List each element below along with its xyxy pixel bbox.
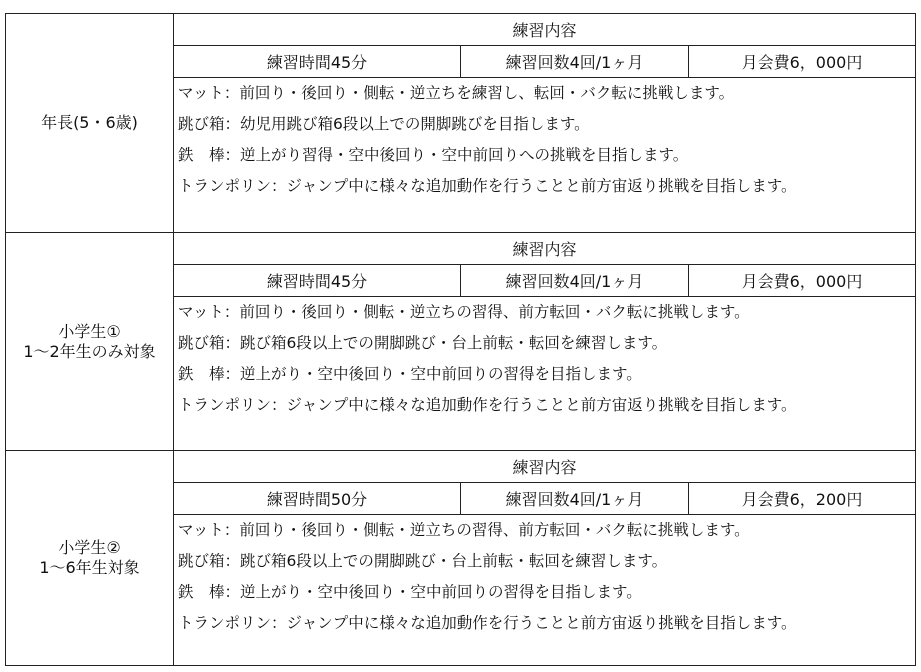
content-line-trampoline: トランポリン：ジャンプ中に様々な追加動作を行うことと前方宙返り挑戦を目指します。 <box>178 614 797 632</box>
course-details <box>174 14 915 232</box>
practice-frequency: 練習回数4回/1ヶ月 <box>461 483 689 514</box>
practice-duration: 練習時間45分 <box>174 46 461 77</box>
course-row-kindergarten <box>6 14 915 232</box>
practice-frequency: 練習回数4回/1ヶ月 <box>461 265 689 296</box>
content-line-trampoline: トランポリン：ジャンプ中に様々な追加動作を行うことと前方宙返り挑戦を目指します。 <box>178 396 797 414</box>
course-name: 小学生① <box>58 321 121 341</box>
course-label <box>6 233 174 450</box>
monthly-fee: 月会費6，000円 <box>741 272 863 291</box>
content-line-vault: 跳び箱：跳び箱6段以上での開脚跳び・台上前転・転回を練習します。 <box>178 334 668 352</box>
practice-content-list <box>174 78 915 202</box>
practice-content-header: 練習内容 <box>174 14 915 46</box>
content-line-bar: 鉄 棒：逆上がり習得・空中後回り・空中前回りへの挑戦を目指します。 <box>178 146 689 164</box>
content-line-bar: 鉄 棒：逆上がり・空中後回り・空中前回りの習得を目指します。 <box>178 365 642 383</box>
course-meta <box>174 483 915 515</box>
monthly-fee: 月会費6，200円 <box>741 490 863 509</box>
monthly-fee: 月会費6，000円 <box>741 53 863 72</box>
practice-content-list <box>174 515 915 639</box>
schedule-table <box>5 13 916 666</box>
content-line-vault: 跳び箱：幼児用跳び箱6段以上での開脚跳びを目指します。 <box>178 115 590 133</box>
course-label <box>6 451 174 665</box>
content-line-trampoline: トランポリン：ジャンプ中に様々な追加動作を行うことと前方宙返り挑戦を目指します。 <box>178 177 797 195</box>
practice-content-header: 練習内容 <box>174 451 915 483</box>
course-details <box>174 451 915 665</box>
course-target: 1～2年生のみ対象 <box>23 341 156 361</box>
practice-content-header: 練習内容 <box>174 233 915 265</box>
course-name: 年長(5・6歳) <box>41 113 138 132</box>
content-line-mat: マット：前回り・後回り・側転・逆立ちを練習し、転回・バク転に挑戦します。 <box>178 84 735 102</box>
course-row-elementary-2 <box>6 450 915 665</box>
content-line-bar: 鉄 棒：逆上がり・空中後回り・空中前回りの習得を目指します。 <box>178 583 642 601</box>
content-line-mat: マット：前回り・後回り・側転・逆立ちの習得、前方転回・バク転に挑戦します。 <box>178 521 750 539</box>
practice-duration: 練習時間45分 <box>174 265 461 296</box>
course-row-elementary-1 <box>6 232 915 450</box>
course-target: 1～6年生対象 <box>39 558 140 577</box>
course-label <box>6 14 174 232</box>
course-details <box>174 233 915 450</box>
practice-duration: 練習時間50分 <box>174 483 461 514</box>
practice-content-list <box>174 297 915 421</box>
course-name: 小学生② <box>58 538 121 557</box>
content-line-mat: マット：前回り・後回り・側転・逆立ちの習得、前方転回・バク転に挑戦します。 <box>178 303 750 321</box>
practice-frequency: 練習回数4回/1ヶ月 <box>461 46 689 77</box>
course-meta <box>174 46 915 78</box>
course-meta <box>174 265 915 297</box>
content-line-vault: 跳び箱：跳び箱6段以上での開脚跳び・台上前転・転回を練習します。 <box>178 552 668 570</box>
